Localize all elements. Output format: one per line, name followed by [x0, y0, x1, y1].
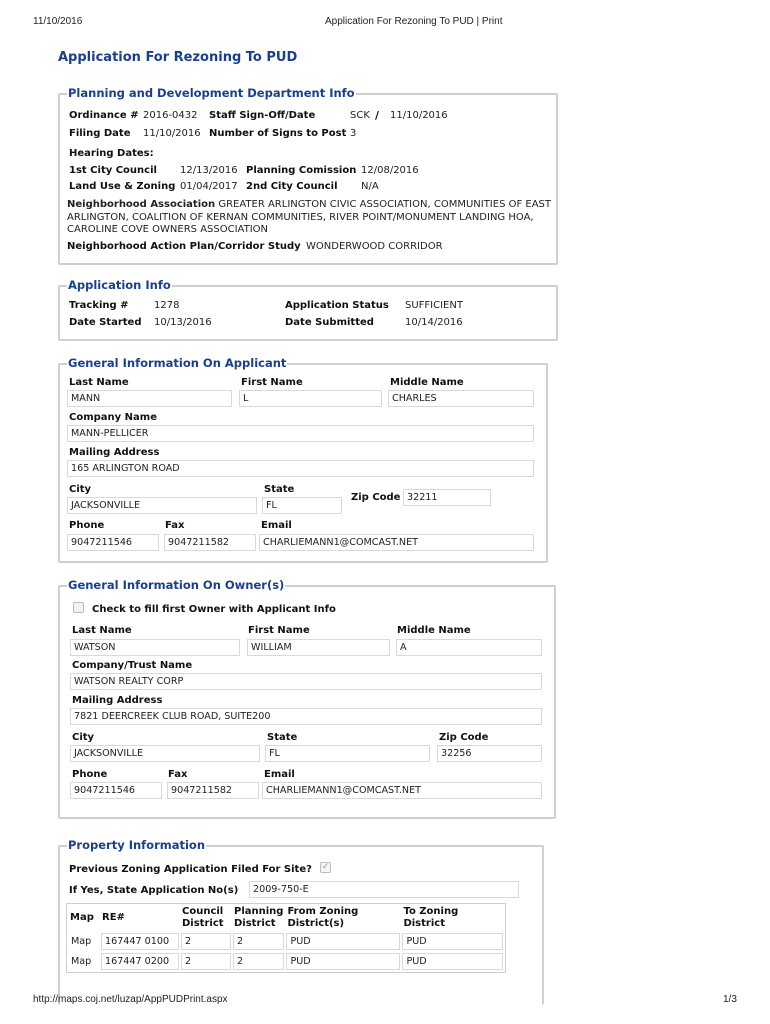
council2-label: 2nd City Council — [246, 181, 338, 192]
owner-first-label: First Name — [248, 625, 310, 636]
owner-company-field[interactable]: WATSON REALTY CORP — [70, 673, 542, 690]
applicant-first-field[interactable]: L — [239, 390, 382, 407]
owner-city-field[interactable]: JACKSONVILLE — [70, 745, 260, 762]
owner-fax-field[interactable]: 9047211582 — [167, 782, 259, 799]
status-value: SUFFICIENT — [405, 300, 463, 311]
col-council: Council District — [182, 906, 224, 929]
applicant-zip-field[interactable]: 32211 — [403, 489, 491, 506]
table-row — [69, 932, 503, 950]
applicant-state-field[interactable]: FL — [262, 497, 342, 514]
applicant-middle-field[interactable]: CHARLES — [388, 390, 534, 407]
property-legend: Property Information — [68, 838, 206, 852]
tracking-label: Tracking # — [69, 300, 129, 311]
owner-company-label: Company/Trust Name — [72, 660, 193, 671]
owner-phone-label: Phone — [72, 769, 108, 780]
ordinance-label: Ordinance # — [69, 110, 139, 121]
row-map-link[interactable]: Map — [71, 955, 92, 967]
applicant-address-label: Mailing Address — [69, 447, 160, 458]
owner-middle-field[interactable]: A — [396, 639, 542, 656]
filing-date-value: 11/10/2016 — [143, 128, 201, 139]
status-label: Application Status — [285, 300, 389, 311]
applicant-last-field[interactable]: MANN — [67, 390, 232, 407]
ordinance-value: 2016-0432 — [143, 110, 198, 121]
col-from-zoning: From Zoning District(s) — [287, 906, 359, 929]
owner-city-label: City — [72, 732, 95, 743]
signs-label: Number of Signs to Post — [209, 128, 347, 139]
row-council: 2 — [181, 952, 231, 970]
started-label: Date Started — [69, 317, 142, 328]
row-planning: 2 — [233, 932, 284, 950]
applicant-email-label: Email — [261, 520, 292, 531]
council1-label: 1st City Council — [69, 165, 157, 176]
commission-label: Planning Comission — [246, 165, 357, 176]
applicant-phone-label: Phone — [69, 520, 105, 531]
council2-value: N/A — [361, 181, 379, 192]
started-value: 10/13/2016 — [154, 317, 212, 328]
appno-label: If Yes, State Application No(s) — [69, 885, 239, 896]
submitted-value: 10/14/2016 — [405, 317, 463, 328]
tracking-value: 1278 — [154, 300, 180, 311]
owner-middle-label: Middle Name — [397, 625, 471, 636]
print-page-number: 1/3 — [723, 994, 737, 1005]
applicant-fax-label: Fax — [165, 520, 185, 531]
applicant-last-label: Last Name — [69, 377, 129, 388]
print-url: http://maps.coj.net/luzap/AppPUDPrint.aspx — [33, 994, 228, 1005]
row-from-zoning: PUD — [286, 932, 400, 950]
submitted-label: Date Submitted — [285, 317, 374, 328]
print-date: 11/10/2016 — [33, 16, 83, 27]
row-map-link[interactable]: Map — [71, 935, 92, 947]
landuse-label: Land Use & Zoning — [69, 181, 176, 192]
signoff-initials: SCK — [350, 110, 370, 121]
neighborhood-association — [67, 199, 553, 237]
planning-legend: Planning and Development Department Info — [68, 86, 355, 100]
row-from-zoning: PUD — [286, 952, 400, 970]
appno-field[interactable]: 2009-750-E — [249, 881, 519, 898]
owner-legend: General Information On Owner(s) — [68, 578, 285, 592]
applicant-fax-field[interactable]: 9047211582 — [164, 534, 256, 551]
applicant-company-field[interactable]: MANN-PELLICER — [67, 425, 534, 442]
col-planning: Planning District — [234, 906, 284, 929]
owner-state-label: State — [267, 732, 298, 743]
prev-zoning-checkmark-icon[interactable]: ✓ — [321, 862, 330, 872]
col-re: RE# — [102, 912, 125, 923]
owner-email-label: Email — [264, 769, 295, 780]
row-council: 2 — [181, 932, 231, 950]
owner-last-field[interactable]: WATSON — [70, 639, 240, 656]
prev-zoning-label: Previous Zoning Application Filed For Site? — [69, 864, 312, 875]
filing-date-label: Filing Date — [69, 128, 131, 139]
signoff-date: 11/10/2016 — [390, 110, 448, 121]
col-map: Map — [70, 912, 94, 923]
row-to-zoning: PUD — [402, 952, 503, 970]
page-title: Application For Rezoning To PUD — [58, 50, 298, 65]
col-to-zoning: To Zoning District — [403, 906, 459, 929]
owner-address-field[interactable]: 7821 DEERCREEK CLUB ROAD, SUITE200 — [70, 708, 542, 725]
applicant-city-field[interactable]: JACKSONVILLE — [67, 497, 257, 514]
application-legend: Application Info — [68, 278, 171, 292]
applicant-middle-label: Middle Name — [390, 377, 464, 388]
owner-email-field[interactable]: CHARLIEMANN1@COMCAST.NET — [262, 782, 542, 799]
applicant-company-label: Company Name — [69, 412, 157, 423]
property-table-header — [69, 906, 503, 930]
signs-value: 3 — [350, 128, 357, 139]
property-table — [66, 903, 506, 973]
owner-state-field[interactable]: FL — [265, 745, 430, 762]
owner-address-label: Mailing Address — [72, 695, 163, 706]
owner-last-label: Last Name — [72, 625, 132, 636]
applicant-legend: General Information On Applicant — [68, 356, 287, 370]
signoff-label: Staff Sign-Off/Date — [209, 110, 316, 121]
applicant-first-label: First Name — [241, 377, 303, 388]
assoc-label: Neighborhood Association — [67, 199, 216, 210]
applicant-phone-field[interactable]: 9047211546 — [67, 534, 159, 551]
landuse-value: 01/04/2017 — [180, 181, 238, 192]
commission-value: 12/08/2016 — [361, 165, 419, 176]
owner-first-field[interactable]: WILLIAM — [247, 639, 390, 656]
table-row — [69, 952, 503, 970]
assoc-value: GREATER ARLINGTON CIVIC ASSOCIATION, COMMUNITIES OF EAST ARLINGTON, COALITION OF KERNAN COMMUNITIES, RIVER POINT/MONUMENT LANDING HOA, CAROLINE COVE OWNERS ASSOCIATION — [67, 199, 552, 235]
row-to-zoning: PUD — [402, 932, 503, 950]
applicant-city-label: City — [69, 484, 92, 495]
applicant-zip-label: Zip Code — [351, 492, 401, 503]
council1-value: 12/13/2016 — [180, 165, 238, 176]
fill-owner-checkbox-icon[interactable] — [73, 602, 84, 613]
owner-zip-field[interactable]: 32256 — [437, 745, 542, 762]
owner-zip-label: Zip Code — [439, 732, 489, 743]
row-planning: 2 — [233, 952, 284, 970]
row-re: 167447 0200 — [101, 952, 179, 970]
row-re: 167447 0100 — [101, 932, 179, 950]
plan-value: WONDERWOOD CORRIDOR — [306, 241, 443, 252]
hearing-dates-label: Hearing Dates: — [69, 148, 154, 159]
owner-phone-field[interactable]: 9047211546 — [70, 782, 162, 799]
print-page-title: Application For Rezoning To PUD | Print — [325, 16, 503, 27]
applicant-state-label: State — [264, 484, 295, 495]
signoff-separator: / — [375, 109, 380, 122]
plan-label: Neighborhood Action Plan/Corridor Study — [67, 241, 301, 252]
applicant-address-field[interactable]: 165 ARLINGTON ROAD — [67, 460, 534, 477]
applicant-email-field[interactable]: CHARLIEMANN1@COMCAST.NET — [259, 534, 534, 551]
application-section — [58, 285, 558, 341]
fill-owner-label: Check to fill first Owner with Applicant Info — [92, 604, 336, 615]
owner-fax-label: Fax — [168, 769, 188, 780]
